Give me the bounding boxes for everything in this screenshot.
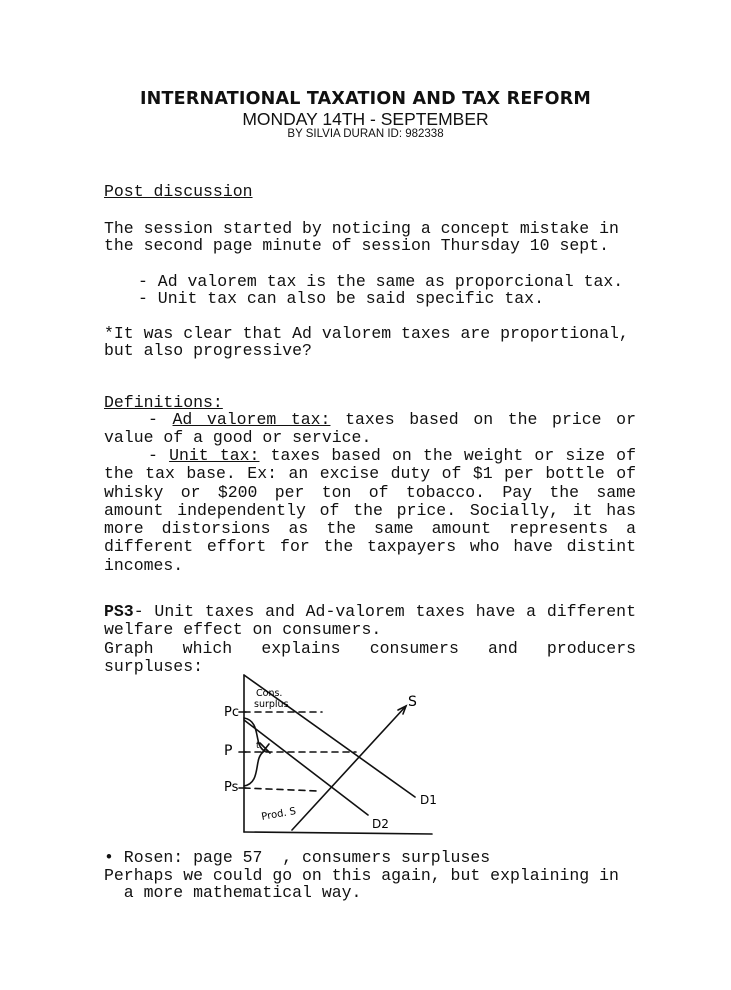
definitions-heading: Definitions: [104,393,223,412]
post-discussion-heading: Post discussion [104,182,253,201]
ps3-label: PS3 [104,602,134,621]
unit-text: taxes based on the weight or size of the tax base. Ex: an excise duty of $1 per bottle of whisky or $200 per ton of tobacco. Pay the same amount independently of the price. Socially, it has more distorsions as the same amount represents a different effort for the taxpayers who have distint incomes. [104,446,636,575]
intro-line-2: the second page minute of session Thursday 10 sept. [104,236,609,255]
advalorem-term: Ad valorem tax: [172,410,331,429]
document-date: MONDAY 14TH - SEPTEMBER [242,109,489,129]
label-cons-surplus-2: surplus [254,699,289,710]
unit-dash: - [148,446,170,465]
label-prod-surplus: Prod. S [260,806,297,823]
bullet-advalorem: - Ad valorem tax is the same as proporcional tax. [138,272,624,291]
x-axis [244,832,432,834]
note-line-2: but also progressive? [104,341,312,360]
label-pc: Pc [224,705,239,720]
label-ps: Ps [224,780,239,795]
surplus-graph [210,660,460,845]
footer-line-1: Perhaps we could go on this again, but explaining in [104,866,619,885]
bullet-unit-tax: - Unit tax can also be said specific tax. [138,289,544,308]
advalorem-text: taxes based on the price or value of a good or service. [104,410,636,448]
definition-advalorem [104,411,636,448]
label-t: t [256,741,260,751]
label-d1: D1 [420,793,437,807]
note-line-1: *It was clear that Ad valorem taxes are proportional, [104,324,629,343]
ps3-paragraph [104,603,636,640]
definition-unit-tax [104,447,636,575]
document-author: BY SILVIA DURAN ID: 982338 [287,128,444,140]
intro-line-1: The session started by noticing a concept mistake in [104,219,619,238]
price-line-ps [244,788,318,791]
unit-term: Unit tax: [169,446,260,465]
label-supply: S [408,694,417,710]
supply-curve [292,706,406,830]
graph-intro: Graph which explains consumers and producers surpluses: [104,639,636,677]
label-d2: D2 [372,817,389,831]
rosen-reference: • Rosen: page 57 , consumers surpluses [104,848,491,867]
document-title: INTERNATIONAL TAXATION AND TAX REFORM [139,89,592,109]
footer-line-2: a more mathematical way. [104,883,362,902]
label-cons-surplus-1: Cons. [256,688,283,699]
advalorem-dash: - [148,410,173,429]
label-p: P [224,743,233,759]
ps3-text: - Unit taxes and Ad-valorem taxes have a different welfare effect on consumers. [104,602,636,640]
